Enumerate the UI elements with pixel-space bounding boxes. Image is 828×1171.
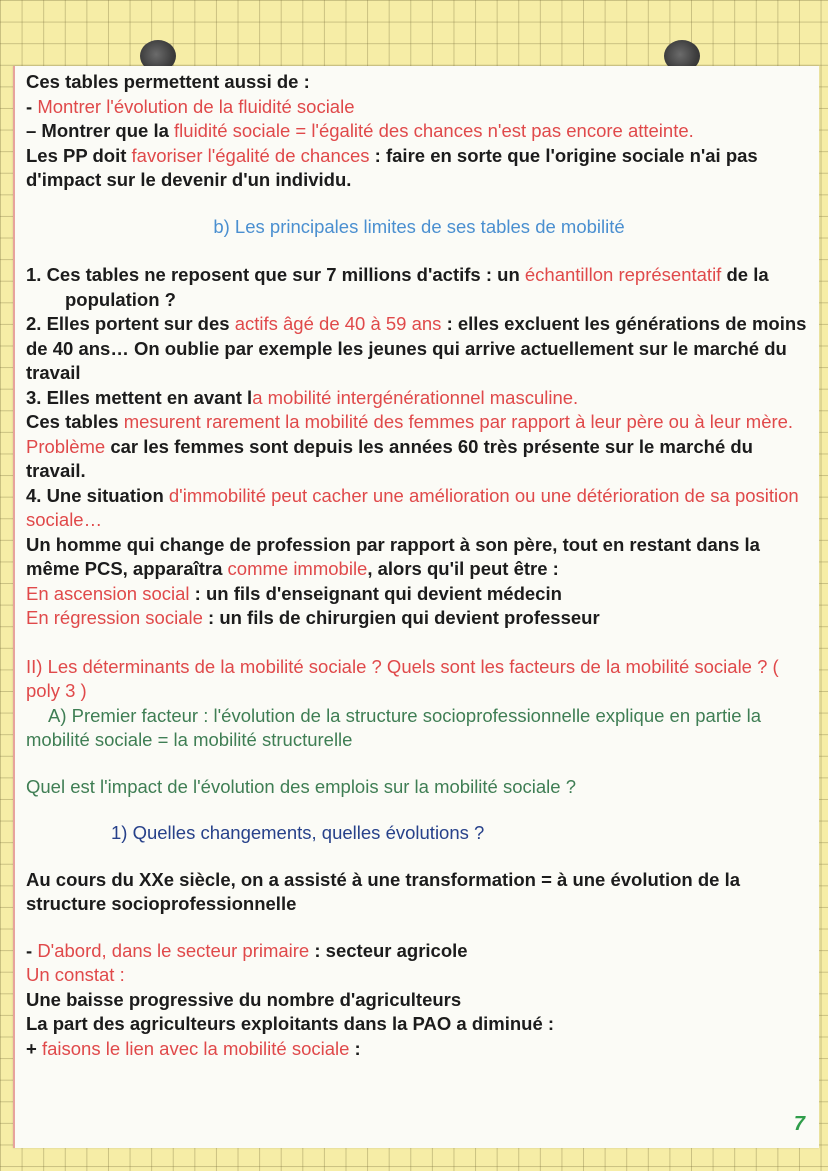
homme-paragraph: Un homme qui change de profession par rapport à son père, tout en restant dans la même PCS, apparaîtra comme immobile, alors qu'il peut être : [26,533,760,579]
ascension-example: En ascension social : un fils d'enseignant qui devient médecin [26,582,562,604]
limit-4: 4. Une situation d'immobilité peut cacher une amélioration ou une détérioration de sa position sociale… [26,484,799,530]
bullet-fluidity-evolution: - Montrer l'évolution de la fluidité sociale [26,95,355,117]
xxe-paragraph: Au cours du XXe siècle, on a assisté à une transformation = à une évolution de la structure socioprofessionnelle [26,868,740,914]
lien-line: + faisons le lien avec la mobilité sociale : [26,1037,361,1059]
intro-line: Ces tables permettent aussi de : [26,71,310,92]
limit-2: 2. Elles portent sur des actifs âgé de 40 à 59 ans : elles excluent les générations de moins de 40 ans… On oublie par exemple les jeunes qui arrive actuellement sur le marché du travail [26,313,807,383]
limit-3: 3. Elles mettent en avant la mobilité intergénérationnel masculine. [26,386,579,408]
note-content [26,70,812,1061]
bullet-fluidity-equality: – Montrer que la fluidité sociale = l'égalité des chances n'est pas encore atteinte. [26,120,694,141]
page-number: 7 [793,1113,805,1135]
factor-a-title: A) Premier facteur : l'évolution de la structure socioprofessionnelle explique en partie la mobilité sociale = la mobilité structurelle [26,704,762,750]
pp-paragraph: Les PP doit favoriser l'égalité de chances : faire en sorte que l'origine sociale n'ai pas d'impact sur le devenir d'un individu. [26,144,758,190]
constat-label: Un constat : [26,964,125,985]
limit-1: 1. Ces tables ne reposent que sur 7 millions d'actifs : un échantillon représentatif de la population ? [26,264,769,310]
section-2-title: II) Les déterminants de la mobilité sociale ? Quels sont les facteurs de la mobilité sociale ? ( poly 3 ) [26,655,779,701]
baisse-line: Une baisse progressive du nombre d'agriculteurs [26,988,462,1010]
subtitle-limits: b) Les principales limites de ses tables de mobilité [213,215,625,237]
note-card [13,66,819,1148]
regression-example: En régression sociale : un fils de chirurgien qui devient professeur [26,607,600,628]
limit-3-detail: Ces tables mesurent rarement la mobilité des femmes par rapport à leur père ou à leur mère. Problème car les femmes sont depuis les années 60 très présente sur le marché du travail. [26,411,794,481]
part-line: La part des agriculteurs exploitants dans la PAO a diminué : [26,1013,555,1034]
impact-question: Quel est l'impact de l'évolution des emplois sur la mobilité sociale ? [26,775,576,797]
primary-sector-line: - D'abord, dans le secteur primaire : secteur agricole [26,939,468,961]
subtitle-changes: 1) Quelles changements, quelles évolutions ? [111,822,485,843]
